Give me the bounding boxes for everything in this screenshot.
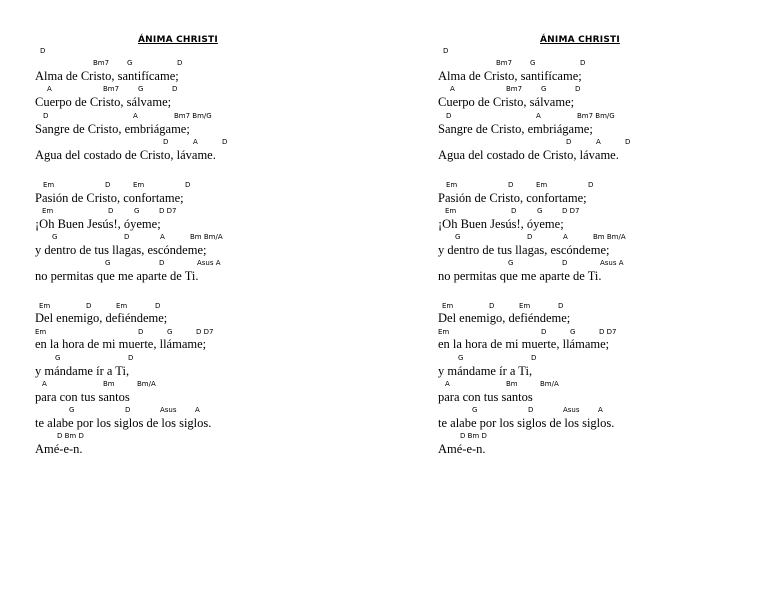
chord: D [528, 406, 534, 414]
lyric-line: ¡Oh Buen Jesús!, óyeme; [438, 217, 564, 231]
chord: D [125, 406, 131, 414]
chord: D [222, 138, 228, 146]
chord: G [167, 328, 173, 336]
chord: D [580, 59, 586, 67]
chord: G [455, 233, 461, 241]
chord: D [625, 138, 631, 146]
chord: D Bm D [57, 432, 84, 440]
song-title: ÁNIMA CHRISTI [138, 35, 218, 45]
chord: D [185, 181, 191, 189]
chord: Em [519, 302, 531, 310]
chord: D [562, 259, 568, 267]
lyric-line: Sangre de Cristo, embriágame; [35, 122, 190, 136]
chord: A [450, 85, 455, 93]
chord: D [566, 138, 572, 146]
chord: G [134, 207, 140, 215]
chord: G [541, 85, 547, 93]
chord: Em [133, 181, 145, 189]
lyric-line: Agua del costado de Cristo, lávame. [438, 148, 619, 162]
chord: A [536, 112, 541, 120]
chord: Asus [563, 406, 580, 414]
chord: G [55, 354, 61, 362]
lyric-line: Amé-e-n. [35, 442, 83, 456]
lyric-line: te alabe por los siglos de los siglos. [438, 416, 615, 430]
chord: D D7 [599, 328, 617, 336]
chord: D [163, 138, 169, 146]
lyric-line: y mándame ír a Ti, [35, 364, 130, 378]
lyric-line: y dentro de tus llagas, escóndeme; [35, 243, 207, 257]
chord: A [596, 138, 601, 146]
chord: Em [446, 181, 458, 189]
chord: Em [438, 328, 450, 336]
chord: D [172, 85, 178, 93]
chord: A [563, 233, 568, 241]
chord: Em [445, 207, 457, 215]
chord: D [588, 181, 594, 189]
lyric-line: y dentro de tus llagas, escóndeme; [438, 243, 610, 257]
chord: D D7 [562, 207, 580, 215]
chord: Bm7 [93, 59, 110, 67]
chord: D Bm D [460, 432, 487, 440]
chord: A [195, 406, 200, 414]
chord: D [511, 207, 517, 215]
chord: D [86, 302, 92, 310]
lyric-line: Agua del costado de Cristo, lávame. [35, 148, 216, 162]
chord: G [127, 59, 133, 67]
chord: D D7 [159, 207, 177, 215]
song-page-right [384, 0, 768, 594]
chord: D [105, 181, 111, 189]
chord: G [508, 259, 514, 267]
chord: Bm7 [506, 85, 523, 93]
lyric-line: Alma de Cristo, santifícame; [35, 69, 179, 83]
chord: D [508, 181, 514, 189]
chord: A [598, 406, 603, 414]
chord: A [193, 138, 198, 146]
chord: D [159, 259, 165, 267]
lyric-line: Alma de Cristo, santifícame; [438, 69, 582, 83]
chord: G [570, 328, 576, 336]
chord: G [458, 354, 464, 362]
chord: Bm/A [540, 380, 559, 388]
lyric-line: Cuerpo de Cristo, sálvame; [438, 95, 575, 109]
lyric-line: Del enemigo, defiéndeme; [35, 311, 168, 325]
chord: D [40, 47, 46, 55]
chord: Bm7 Bm/G [577, 112, 615, 120]
chord: Bm/A [137, 380, 156, 388]
lyric-line: Sangre de Cristo, embriágame; [438, 122, 593, 136]
chord: D [489, 302, 495, 310]
chord: G [52, 233, 58, 241]
lyric-line: en la hora de mi muerte, llámame; [438, 337, 610, 351]
lyric-line: para con tus santos [438, 390, 533, 404]
chord: D [446, 112, 452, 120]
chord: A [445, 380, 450, 388]
chord: D [527, 233, 533, 241]
chord: Bm7 Bm/G [174, 112, 212, 120]
chord: D [124, 233, 130, 241]
chord: A [160, 233, 165, 241]
chord: Em [39, 302, 51, 310]
chord: Asus [160, 406, 177, 414]
chord: G [138, 85, 144, 93]
chord: D [531, 354, 537, 362]
chord: Em [536, 181, 548, 189]
chord: Bm Bm/A [190, 233, 223, 241]
chord: D [138, 328, 144, 336]
lyric-line: y mándame ír a Ti, [438, 364, 533, 378]
chord: A [47, 85, 52, 93]
lyric-line: no permitas que me aparte de Ti. [438, 269, 602, 283]
chord: D [558, 302, 564, 310]
lyric-line: te alabe por los siglos de los siglos. [35, 416, 212, 430]
chord: D [443, 47, 449, 55]
chord: D [541, 328, 547, 336]
chord: Bm [506, 380, 518, 388]
chord: D D7 [196, 328, 214, 336]
chord: G [472, 406, 478, 414]
chord: Bm [103, 380, 115, 388]
lyric-line: ¡Oh Buen Jesús!, óyeme; [35, 217, 161, 231]
chord: Em [116, 302, 128, 310]
chord: D [108, 207, 114, 215]
lyric-line: Cuerpo de Cristo, sálvame; [35, 95, 172, 109]
lyric-line: en la hora de mi muerte, llámame; [35, 337, 207, 351]
chord: Em [43, 181, 55, 189]
chord: A [133, 112, 138, 120]
chord: Asus A [197, 259, 221, 267]
chord: G [105, 259, 111, 267]
chord: Em [442, 302, 454, 310]
chord: A [42, 380, 47, 388]
chord: D [128, 354, 134, 362]
chord: G [537, 207, 543, 215]
chord: Asus A [600, 259, 624, 267]
chord: D [155, 302, 161, 310]
lyric-line: Pasión de Cristo, confortame; [35, 191, 184, 205]
chord: Em [42, 207, 54, 215]
chord: D [177, 59, 183, 67]
chord: Bm7 [103, 85, 120, 93]
song-title: ÁNIMA CHRISTI [540, 35, 620, 45]
lyric-line: Del enemigo, defiéndeme; [438, 311, 571, 325]
chord: G [69, 406, 75, 414]
chord: G [530, 59, 536, 67]
chord: Bm7 [496, 59, 513, 67]
chord: D [43, 112, 49, 120]
lyric-line: para con tus santos [35, 390, 130, 404]
lyric-line: no permitas que me aparte de Ti. [35, 269, 199, 283]
lyric-line: Amé-e-n. [438, 442, 486, 456]
chord: Em [35, 328, 47, 336]
chord: Bm Bm/A [593, 233, 626, 241]
lyric-line: Pasión de Cristo, confortame; [438, 191, 587, 205]
chord: D [575, 85, 581, 93]
